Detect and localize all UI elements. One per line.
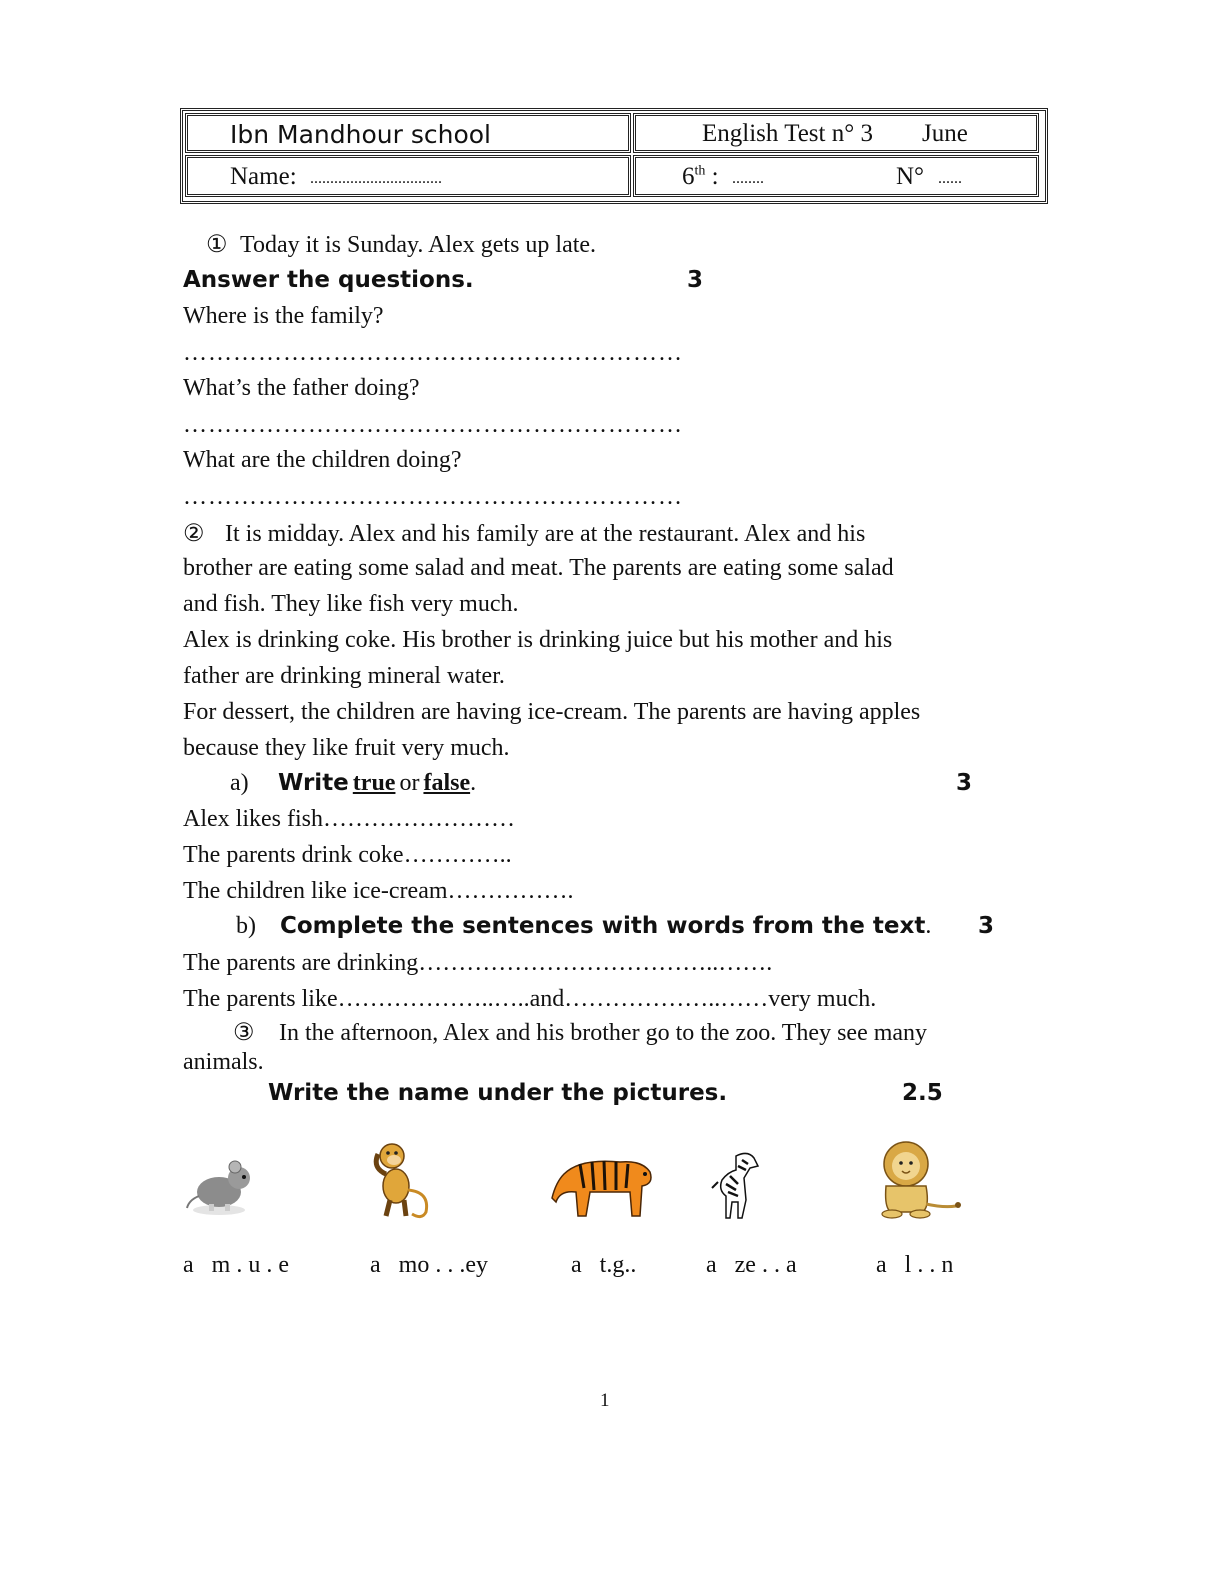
grade-cell [633, 155, 1039, 197]
animal-hint-zebra[interactable]: a ze . . a [706, 1252, 797, 1278]
name-label: Name: [230, 163, 297, 190]
part-a-true: true [352, 770, 396, 796]
section3-line-1: In the afternoon, Alex and his brother go to the zoo. They see many [279, 1020, 928, 1046]
section3-points: 2.5 [902, 1080, 943, 1106]
section3-instruction: Write the name under the pictures. [268, 1080, 728, 1106]
name-field[interactable]: ................................. [310, 170, 442, 187]
section2-line-2: brother are eating some salad and meat. The parents are eating some salad [183, 555, 894, 581]
part-a-or: or [399, 770, 420, 796]
test-title: English Test n° 3 [702, 120, 873, 147]
section2-marker: ② [183, 521, 205, 547]
answer-1-field[interactable]: …………………………………………………… [183, 340, 683, 366]
section2-line-1 [183, 519, 865, 548]
number-label: N° [896, 163, 925, 190]
part-b-instruction-text: Complete the sentences with words from the text [280, 913, 926, 939]
answer-3-field[interactable]: …………………………………………………… [183, 484, 683, 510]
animal-hint-tiger[interactable]: a t.g.. [571, 1252, 637, 1278]
section2-line-7: because they like fruit very much. [183, 735, 510, 761]
section2-line-5: father are drinking mineral water. [183, 663, 505, 689]
part-a-label: a) [230, 770, 249, 796]
complete-item-1[interactable]: The parents are drinking………………………………..……. [183, 950, 773, 976]
part-a-write: Write [278, 770, 349, 796]
question-3: What are the children doing? [183, 447, 462, 473]
mouse-icon [183, 1150, 255, 1220]
lion-icon [872, 1138, 962, 1220]
tiger-icon [550, 1146, 660, 1220]
section1-marker: ① [206, 232, 228, 258]
true-false-item-3[interactable]: The children like ice-cream……………. [183, 878, 574, 904]
part-b-label: b) [236, 913, 256, 939]
section2-line-6: For dessert, the children are having ice-cream. The parents are having apples [183, 699, 921, 725]
section1-intro-text: Today it is Sunday. Alex gets up late. [240, 232, 597, 258]
part-a-points: 3 [956, 770, 973, 796]
section3-intro [233, 1018, 927, 1047]
monkey-icon [368, 1140, 434, 1220]
zebra-icon [708, 1148, 766, 1220]
question-1: Where is the family? [183, 303, 384, 329]
section3-line-2: animals. [183, 1049, 264, 1075]
grade-label: 6th : [682, 163, 719, 190]
section2-text-1: It is midday. Alex and his family are at the restaurant. Alex and his [225, 521, 866, 547]
part-b-points: 3 [978, 913, 995, 939]
true-false-item-1[interactable]: Alex likes fish…………………… [183, 806, 515, 832]
part-a-period: . [470, 770, 477, 796]
grade-field[interactable]: ........ [732, 170, 764, 187]
section2-line-3: and fish. They like fish very much. [183, 591, 519, 617]
section1-points: 3 [687, 267, 704, 293]
test-cell [633, 113, 1039, 153]
section2-line-4: Alex is drinking coke. His brother is drinking juice but his mother and his [183, 627, 893, 653]
school-name: Ibn Mandhour school [230, 120, 491, 149]
part-a-instruction [278, 770, 476, 797]
animal-hint-monkey[interactable]: a mo . . .ey [370, 1252, 488, 1278]
part-a-false: false [423, 770, 471, 796]
section1-instruction: Answer the questions. [183, 267, 474, 293]
section3-marker: ③ [233, 1020, 255, 1046]
complete-item-2[interactable]: The parents like………………..…..and………………..……very much. [183, 986, 877, 1012]
part-b-instruction [280, 913, 931, 940]
header-table [180, 108, 1048, 204]
page-number: 1 [600, 1390, 610, 1411]
part-b-period: . [925, 913, 932, 939]
animal-hint-mouse[interactable]: a m . u . e [183, 1252, 289, 1278]
test-month: June [922, 120, 968, 147]
true-false-item-2[interactable]: The parents drink coke………….. [183, 842, 512, 868]
answer-2-field[interactable]: …………………………………………………… [183, 412, 683, 438]
question-2: What’s the father doing? [183, 375, 420, 401]
name-cell [185, 155, 631, 197]
animal-hint-lion[interactable]: a l . . n [876, 1252, 954, 1278]
number-field[interactable]: ...... [938, 170, 962, 187]
school-cell [185, 113, 631, 153]
section1-intro [206, 230, 596, 259]
